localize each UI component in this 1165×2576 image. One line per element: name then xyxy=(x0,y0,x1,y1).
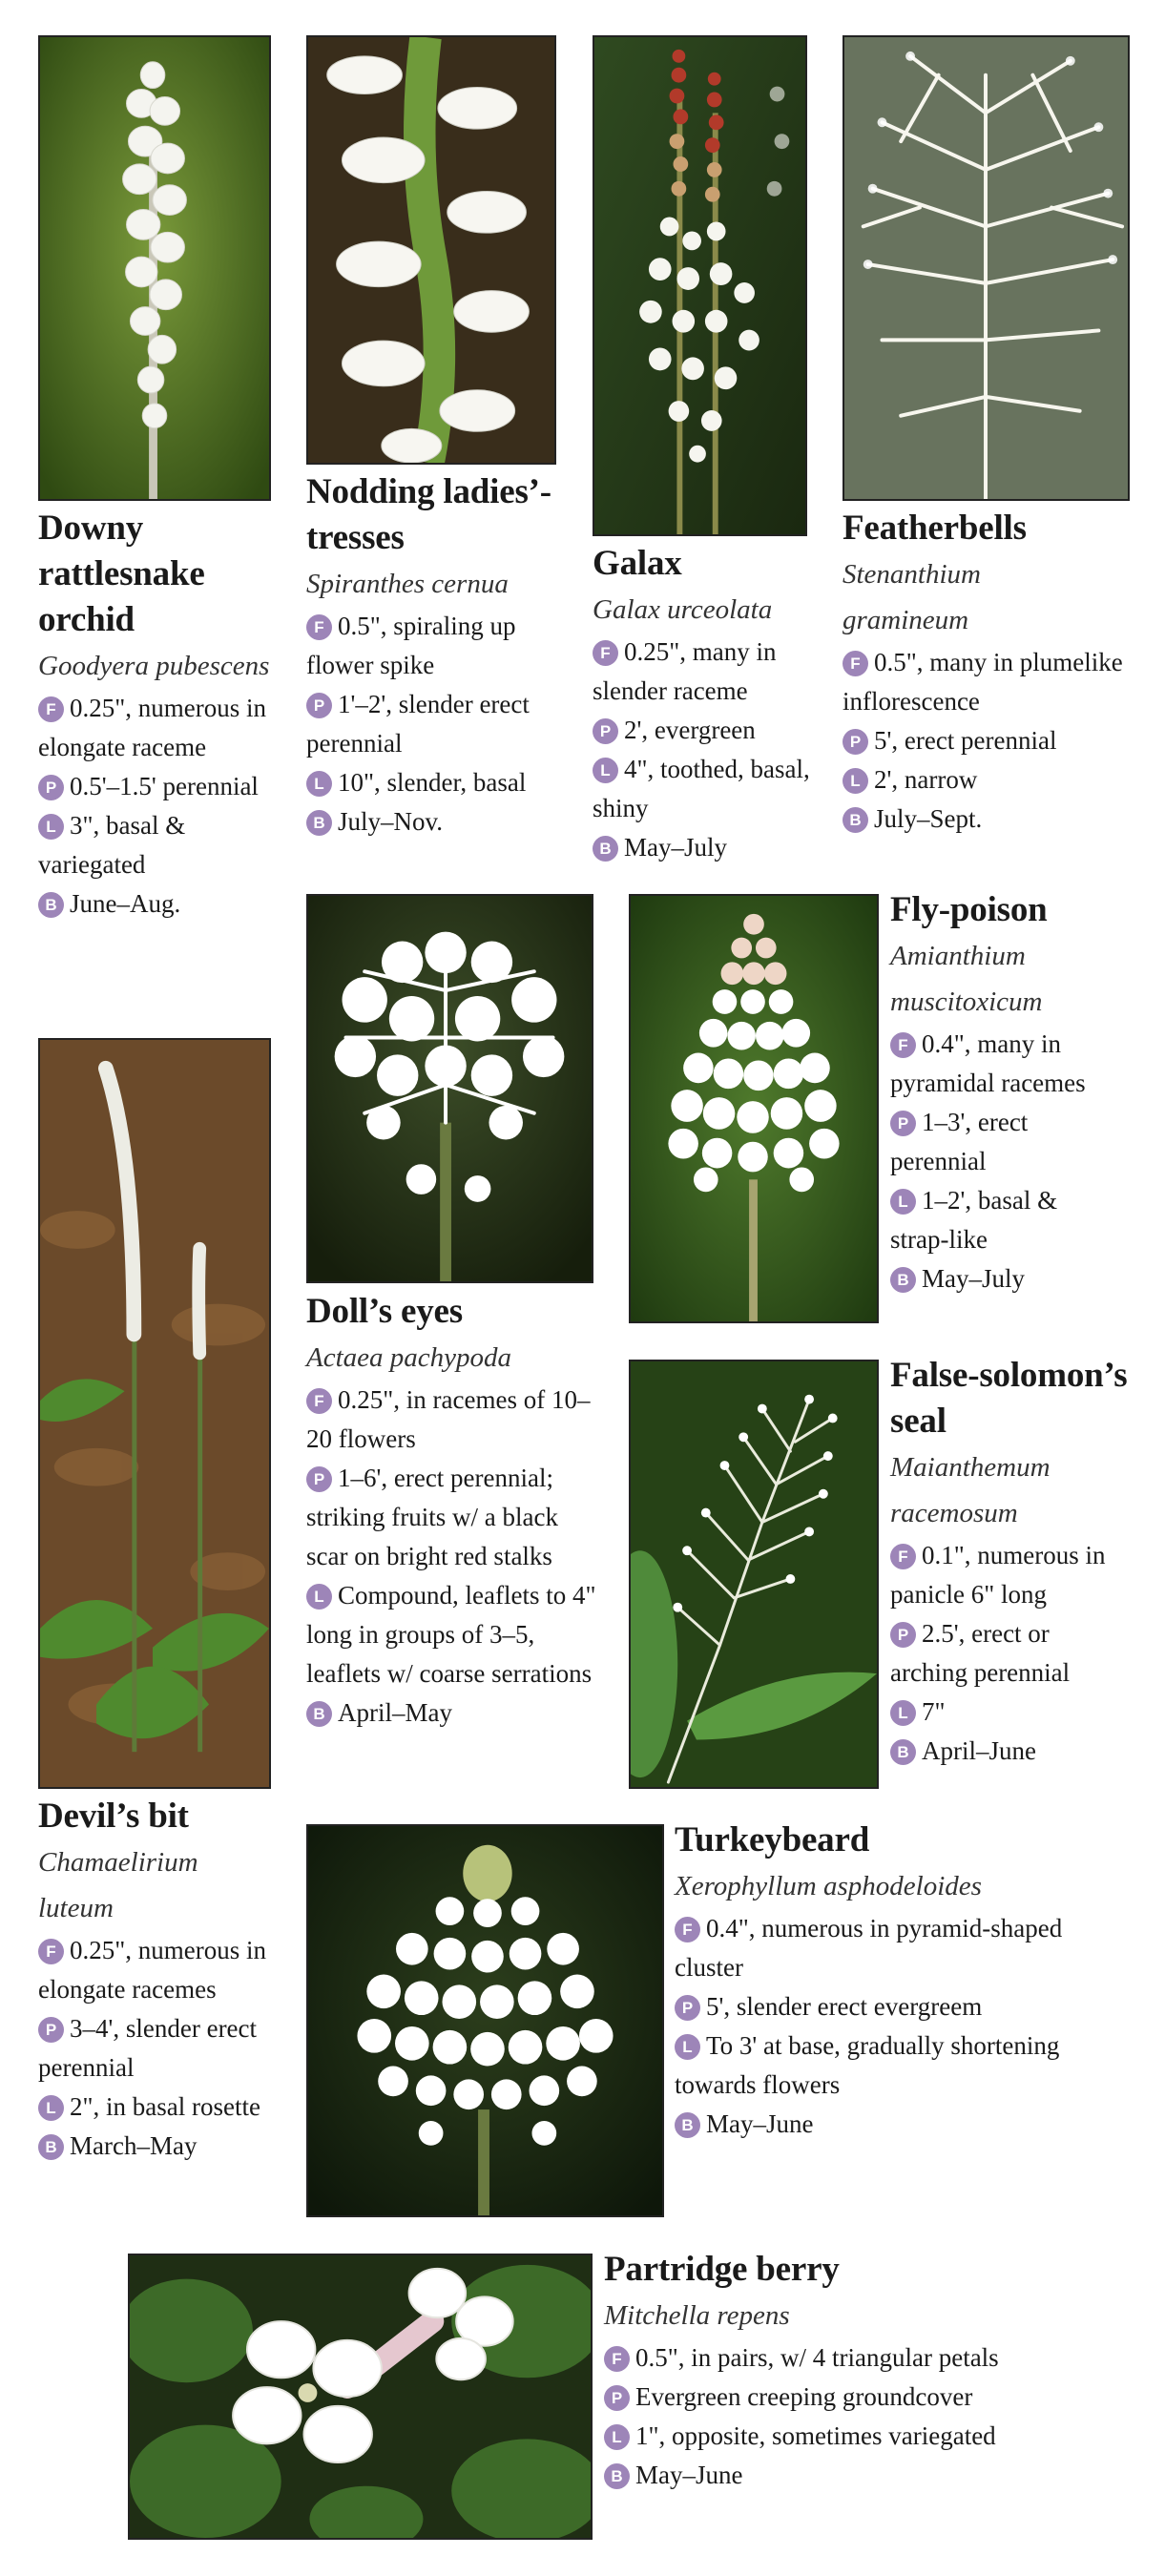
plant-scientific-name: Stenanthium gramineum xyxy=(843,559,981,635)
bloom-attribute xyxy=(306,1693,597,1733)
flower-badge-icon: F xyxy=(843,651,868,676)
plant-scientific-name: Maianthemum racemosum xyxy=(890,1452,1051,1528)
flower-badge-icon: F xyxy=(306,614,332,640)
plant-scientific-name: Spiranthes cernua xyxy=(306,569,509,599)
attribute-text: To 3' at base, gradually shortening towards flowers xyxy=(675,2031,1060,2099)
plant-entry-fly-poison xyxy=(890,887,1119,1298)
leaf-attribute xyxy=(890,1693,1129,1732)
plant-attribute xyxy=(675,1987,1075,2026)
bloom-attribute xyxy=(890,1259,1119,1298)
featherbells-photo xyxy=(843,35,1130,501)
plant-entry-partridge-berry xyxy=(604,2247,1138,2495)
leaf-badge-icon: L xyxy=(38,2095,64,2121)
galax-photo xyxy=(593,35,807,536)
plant-entry-turkeybeard xyxy=(675,1818,1075,2144)
plant-badge-icon: P xyxy=(675,1995,700,2021)
downy-rattlesnake-orchid-photo xyxy=(38,35,271,501)
attribute-text: May–July xyxy=(922,1264,1025,1293)
attribute-text: Compound, leaflets to 4" long in groups of 3–5, leaflets w/ coarse serrations xyxy=(306,1581,596,1688)
attribute-text: April–June xyxy=(922,1736,1036,1765)
attribute-text: May–June xyxy=(635,2461,743,2489)
plant-scientific-name: Goodyera pubescens xyxy=(38,651,270,681)
plant-badge-icon: P xyxy=(843,729,868,755)
plant-attribute xyxy=(593,711,822,750)
plant-attribute xyxy=(38,2009,286,2088)
plant-scientific-name: Galax urceolata xyxy=(593,594,773,625)
bloom-attribute xyxy=(604,2456,1138,2495)
leaf-badge-icon: L xyxy=(306,771,332,797)
leaf-badge-icon: L xyxy=(593,758,618,783)
plant-badge-icon: P xyxy=(604,2385,630,2411)
attribute-text: March–May xyxy=(70,2131,198,2160)
plant-attribute xyxy=(890,1614,1129,1693)
plant-badge-icon: P xyxy=(890,1111,916,1136)
leaf-attribute xyxy=(604,2417,1138,2456)
plant-name: Devil’s bit xyxy=(38,1797,189,1836)
leaf-attribute xyxy=(38,2088,286,2127)
bloom-badge-icon: B xyxy=(38,892,64,918)
false-solomons-seal-photo xyxy=(629,1360,879,1789)
plant-name: Downy rattlesnake orchid xyxy=(38,509,205,639)
attribute-text: June–Aug. xyxy=(70,889,181,918)
devils-bit-photo xyxy=(38,1038,271,1789)
turkeybeard-photo xyxy=(306,1824,664,2217)
leaf-badge-icon: L xyxy=(843,768,868,794)
flower-badge-icon: F xyxy=(604,2346,630,2372)
bloom-attribute xyxy=(38,884,286,924)
leaf-attribute xyxy=(306,763,578,802)
plant-attribute xyxy=(604,2378,1138,2417)
leaf-badge-icon: L xyxy=(890,1189,916,1215)
leaf-attribute xyxy=(593,750,822,828)
flower-attribute xyxy=(604,2338,1138,2378)
fly-poison-photo xyxy=(629,894,879,1323)
attribute-text: 0.4", numerous in pyramid-shaped cluster xyxy=(675,1914,1063,1982)
plant-badge-icon: P xyxy=(38,2017,64,2043)
attribute-text: 1", opposite, sometimes variegated xyxy=(635,2421,996,2450)
flower-attribute xyxy=(306,607,578,685)
bloom-badge-icon: B xyxy=(843,807,868,833)
attribute-text: 0.5", in pairs, w/ 4 triangular petals xyxy=(635,2343,999,2372)
attribute-text: 5', slender erect evergreem xyxy=(706,1992,983,2021)
bloom-attribute xyxy=(843,800,1129,839)
attribute-text: 10", slender, basal xyxy=(338,768,527,797)
bloom-badge-icon: B xyxy=(38,2134,64,2160)
plant-name: False-solomon’s seal xyxy=(890,1356,1128,1441)
flower-badge-icon: F xyxy=(593,640,618,666)
plant-scientific-name: Mitchella repens xyxy=(604,2300,790,2331)
flower-attribute xyxy=(38,689,286,767)
plant-name: Fly-poison xyxy=(890,890,1048,929)
leaf-attribute xyxy=(38,806,286,884)
flower-attribute xyxy=(843,643,1129,721)
leaf-attribute xyxy=(675,2026,1075,2105)
attribute-text: 2.5', erect or arching perennial xyxy=(890,1619,1071,1687)
flower-badge-icon: F xyxy=(675,1917,700,1942)
partridge-berry-photo xyxy=(128,2254,593,2540)
bloom-badge-icon: B xyxy=(890,1267,916,1293)
plant-entry-nodding-ladies-tresses xyxy=(306,469,578,841)
plant-entry-dolls-eyes xyxy=(306,1289,597,1733)
plant-attribute xyxy=(306,1459,597,1576)
attribute-text: 3–4', slender erect perennial xyxy=(38,2014,258,2082)
plant-name: Doll’s eyes xyxy=(306,1292,463,1331)
plant-entry-devils-bit xyxy=(38,1794,286,2166)
attribute-text: 1'–2', slender erect perennial xyxy=(306,690,530,758)
flower-badge-icon: F xyxy=(306,1388,332,1414)
bloom-badge-icon: B xyxy=(890,1739,916,1765)
leaf-badge-icon: L xyxy=(604,2424,630,2450)
flower-attribute xyxy=(38,1931,286,2009)
flower-attribute xyxy=(890,1536,1129,1614)
plant-attribute xyxy=(843,721,1129,760)
plant-name: Nodding ladies’-tresses xyxy=(306,472,551,557)
attribute-text: 1–2', basal & strap-like xyxy=(890,1186,1058,1254)
attribute-text: 2', evergreen xyxy=(624,716,756,744)
attribute-text: 0.25", numerous in elongate racemes xyxy=(38,1936,267,2004)
bloom-attribute xyxy=(593,828,822,867)
attribute-text: 1–3', erect perennial xyxy=(890,1108,1029,1175)
dolls-eyes-photo xyxy=(306,894,593,1283)
nodding-ladies-tresses-photo xyxy=(306,35,556,465)
flower-attribute xyxy=(593,633,822,711)
attribute-text: 0.1", numerous in panicle 6" long xyxy=(890,1541,1106,1609)
attribute-text: April–May xyxy=(338,1698,452,1727)
attribute-text: May–June xyxy=(706,2109,814,2138)
plant-attribute xyxy=(38,767,286,806)
bloom-attribute xyxy=(675,2105,1075,2144)
plant-badge-icon: P xyxy=(890,1622,916,1648)
attribute-text: 0.25", many in slender raceme xyxy=(593,637,777,705)
plant-name: Turkeybeard xyxy=(675,1820,870,1859)
plant-scientific-name: Actaea pachypoda xyxy=(306,1342,512,1373)
leaf-attribute xyxy=(843,760,1129,800)
leaf-badge-icon: L xyxy=(675,2034,700,2060)
bloom-badge-icon: B xyxy=(306,810,332,836)
plant-entry-featherbells xyxy=(843,506,1129,839)
bloom-badge-icon: B xyxy=(306,1701,332,1727)
attribute-text: 0.25", numerous in elongate raceme xyxy=(38,694,267,761)
attribute-text: Evergreen creeping groundcover xyxy=(635,2382,973,2411)
plant-scientific-name: Xerophyllum asphodeloides xyxy=(675,1871,982,1901)
leaf-badge-icon: L xyxy=(890,1700,916,1726)
flower-badge-icon: F xyxy=(38,1939,64,1964)
attribute-text: 0.4", many in pyramidal racemes xyxy=(890,1029,1086,1097)
plant-name: Galax xyxy=(593,544,682,583)
bloom-attribute xyxy=(890,1732,1129,1771)
plant-name: Partridge berry xyxy=(604,2250,840,2289)
flower-attribute xyxy=(306,1381,597,1459)
plant-entry-downy-rattlesnake-orchid xyxy=(38,506,286,924)
plant-badge-icon: P xyxy=(38,775,64,800)
flower-badge-icon: F xyxy=(38,696,64,722)
leaf-attribute xyxy=(306,1576,597,1693)
flower-badge-icon: F xyxy=(890,1544,916,1569)
attribute-text: 2", in basal rosette xyxy=(70,2092,260,2121)
plant-entry-galax xyxy=(593,541,822,867)
flower-attribute xyxy=(890,1025,1119,1103)
plant-attribute xyxy=(306,685,578,763)
bloom-badge-icon: B xyxy=(593,836,618,862)
leaf-badge-icon: L xyxy=(38,814,64,840)
leaf-attribute xyxy=(890,1181,1119,1259)
plant-badge-icon: P xyxy=(306,1466,332,1492)
attribute-text: 0.5", many in plumelike inflorescence xyxy=(843,648,1123,716)
attribute-text: July–Nov. xyxy=(338,807,444,836)
attribute-text: July–Sept. xyxy=(874,804,983,833)
bloom-badge-icon: B xyxy=(604,2463,630,2489)
plant-scientific-name: Amianthium muscitoxicum xyxy=(890,941,1043,1017)
flower-badge-icon: F xyxy=(890,1032,916,1058)
plant-badge-icon: P xyxy=(306,693,332,718)
attribute-text: 3", basal & variegated xyxy=(38,811,186,879)
attribute-text: 0.25", in racemes of 10–20 flowers xyxy=(306,1385,591,1453)
leaf-badge-icon: L xyxy=(306,1584,332,1610)
plant-badge-icon: P xyxy=(593,718,618,744)
attribute-text: 1–6', erect perennial; striking fruits w/ a black scar on bright red stalks xyxy=(306,1464,558,1570)
bloom-attribute xyxy=(38,2127,286,2166)
flower-attribute xyxy=(675,1909,1075,1987)
plant-scientific-name: Chamaelirium luteum xyxy=(38,1847,198,1923)
attribute-text: 0.5'–1.5' perennial xyxy=(70,772,259,800)
bloom-attribute xyxy=(306,802,578,841)
plant-entry-false-solomons-seal xyxy=(890,1353,1129,1771)
attribute-text: May–July xyxy=(624,833,727,862)
attribute-text: 7" xyxy=(922,1697,946,1726)
attribute-text: 0.5", spiraling up flower spike xyxy=(306,612,516,679)
attribute-text: 2', narrow xyxy=(874,765,978,794)
bloom-badge-icon: B xyxy=(675,2112,700,2138)
plant-name: Featherbells xyxy=(843,509,1027,548)
plant-attribute xyxy=(890,1103,1119,1181)
attribute-text: 5', erect perennial xyxy=(874,726,1057,755)
attribute-text: 4", toothed, basal, shiny xyxy=(593,755,810,822)
